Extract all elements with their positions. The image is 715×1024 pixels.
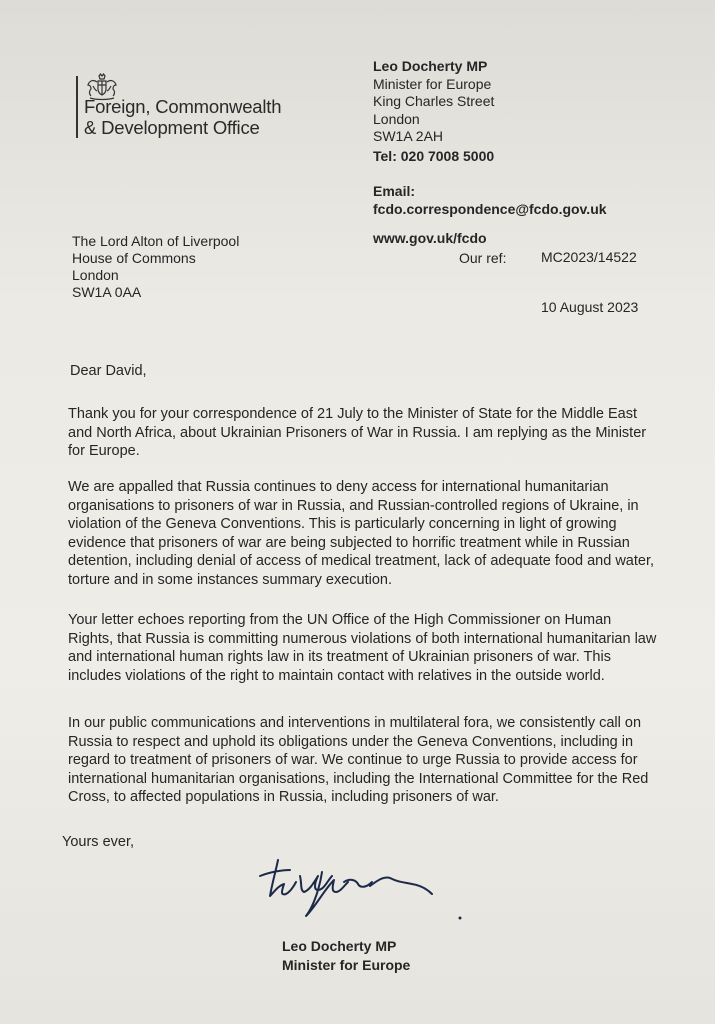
recipient-postcode: SW1A 0AA — [72, 284, 142, 300]
recipient-name: The Lord Alton of Liverpool — [72, 233, 240, 249]
closing: Yours ever, — [62, 834, 135, 850]
sender-title: Minister for Europe — [373, 75, 492, 92]
sender-telephone: Tel: 020 7008 5000 — [373, 148, 495, 164]
recipient-address — [72, 233, 239, 301]
body-paragraph-2: We are appalled that Russia continues to deny access for international humanitarian organisations to prisoners of war in Russia, and Russian-controlled regions of Ukraine, in violation of the Geneva Conventions. This is particularly concerning in light of growing evidence that prisoners of war are being subjected to horrific treatment while in Russian detention, including denial of access of medical treatment, lack of adequate food and water, torture and in some instances summary execution. — [68, 479, 655, 588]
organisation-logo-text — [84, 96, 281, 138]
sender-city: London — [373, 110, 420, 127]
signatory-name: Leo Docherty MP — [282, 938, 397, 954]
handwritten-signature — [252, 852, 472, 932]
logo-line-2: & Development Office — [84, 117, 260, 138]
sender-email: fcdo.correspondence@fcdo.gov.uk — [373, 200, 607, 217]
letter-date: 10 August 2023 — [541, 299, 639, 315]
logo-line-1: Foreign, Commonwealth — [84, 96, 282, 117]
signatory-block — [282, 937, 410, 975]
body-paragraph-3: Your letter echoes reporting from the UN Office of the High Commissioner on Human Rights, that Russia is committing numerous violations of both international humanitarian law and international human rights law in its treatment of Ukrainian prisoners of war. This includes violations of the right to maintain contact with relatives in the outside world. — [68, 612, 657, 684]
sender-email-label: Email: — [373, 183, 416, 199]
sender-address — [373, 58, 494, 146]
reference-label: Our ref: — [459, 250, 507, 266]
sender-email-block — [373, 183, 607, 218]
reference-number: MC2023/14522 — [541, 249, 637, 265]
logo-divider — [76, 76, 78, 138]
body-paragraph-4: In our public communications and interventions in multilateral fora, we consistently call on Russia to respect and uphold its obligations under the Geneva Conventions, including in regard to treatment of prisoners of war. We continue to urge Russia to provide access for international humanitarian organisations, including the International Committee for the Red Cross, to affected populations in Russia, including prisoners of war. — [68, 715, 649, 805]
salutation: Dear David, — [70, 363, 147, 379]
sender-postcode: SW1A 2AH — [373, 128, 444, 144]
recipient-organisation: House of Commons — [72, 250, 196, 266]
sender-name: Leo Docherty MP — [373, 58, 488, 74]
sender-street: King Charles Street — [373, 93, 495, 109]
recipient-city: London — [72, 267, 119, 283]
signatory-title: Minister for Europe — [282, 957, 411, 973]
body-paragraph-1: Thank you for your correspondence of 21 July to the Minister of State for the Middle East and North Africa, about Ukrainian Prisoners of War in Russia. I am replying as the Minister for Europe. — [68, 406, 647, 459]
sender-website: www.gov.uk/fcdo — [373, 230, 487, 246]
